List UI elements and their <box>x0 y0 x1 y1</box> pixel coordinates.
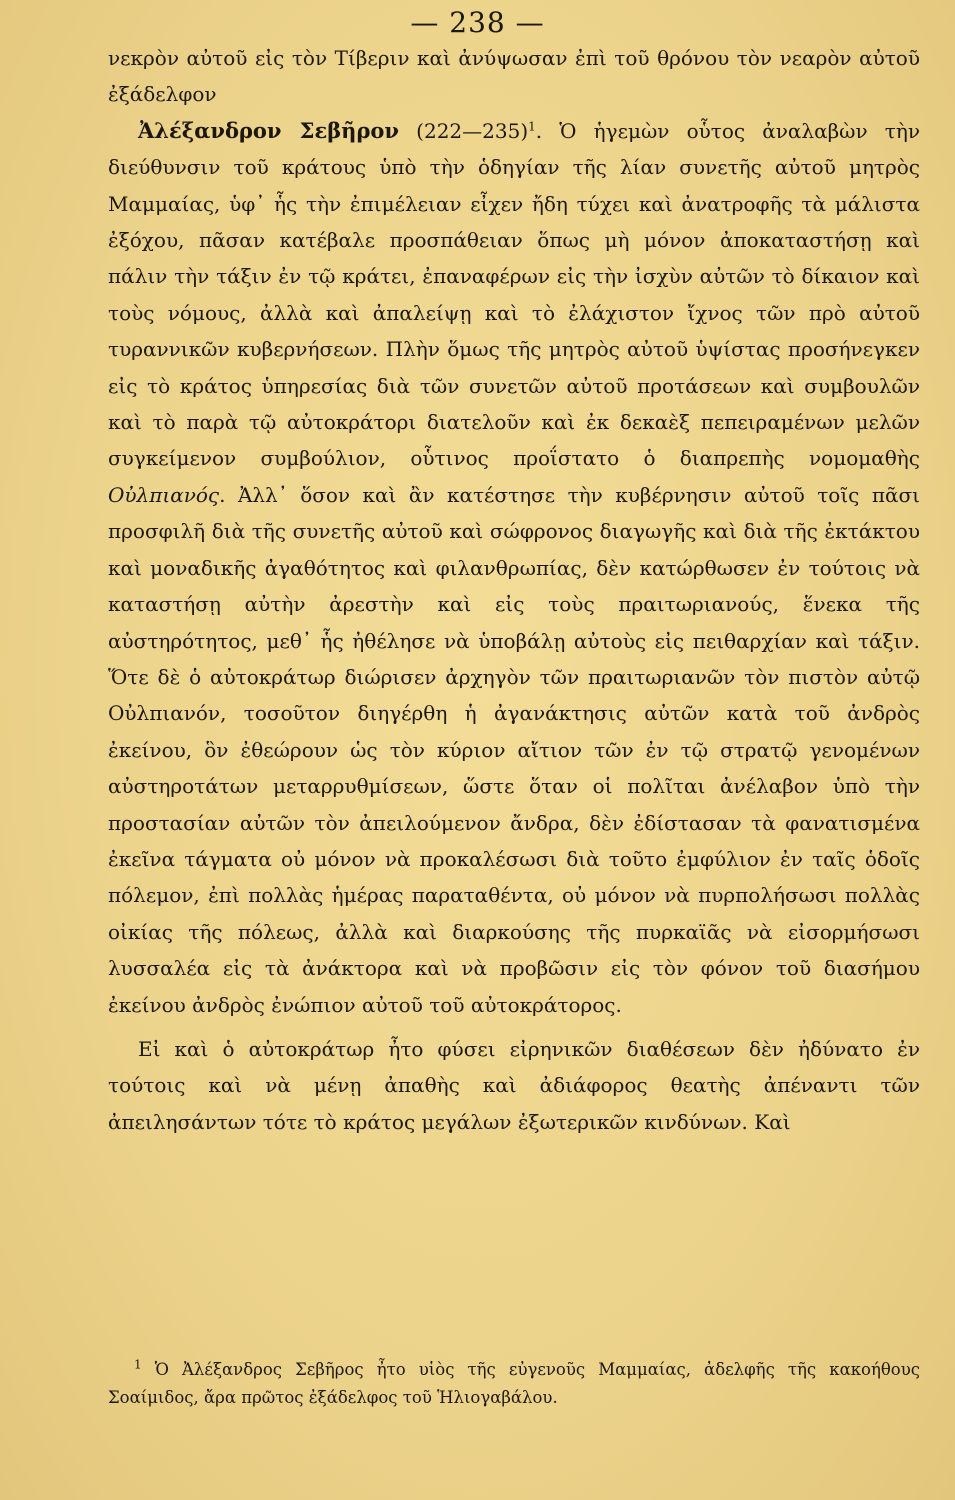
footnote-reference[interactable]: 1 <box>528 119 536 134</box>
footnote <box>108 1356 920 1412</box>
paragraph-1-text: νεκρὸν αὐτοῦ εἰς τὸν Τίβεριν καὶ ἀνύψωσαν ἐπὶ τοῦ θρόνου τὸν νεαρὸν αὐτοῦ ἐξάδελφον <box>108 46 920 107</box>
paragraph-continuation <box>108 40 920 113</box>
emperor-name-heading: Ἀλέξανδρον Σεβῆρον <box>138 117 399 143</box>
footnote-text: Ὁ Ἀλέξανδρος Σεβῆρος ἦτο υἱὸς τῆς εὐγενοῦς Μαμμαίας, ἀδελφῆς τῆς κακοήθους Σοαίμιδος, ἄρα πρῶτος ἐξάδελφος τοῦ Ἡλιογαβάλου. <box>108 1360 920 1407</box>
footnote-mark: 1 <box>134 1357 142 1372</box>
paragraph-2-text-b: . Ἀλλ᾽ ὅσον καὶ ἂν κατέστησε τὴν κυβέρνησιν αὐτοῦ τοῖς πᾶσι προσφιλῆ διὰ τῆς συνετῆς αὐτοῦ καὶ σώφρονος διαγωγῆς καὶ διὰ τῆς ἐκτάκτου καὶ μοναδικῆς ἀγαθότητος καὶ φιλανθρωπίας, δὲν κατώρθωσεν ἐν τούτοις νὰ καταστήσῃ αὐτὴν ἀρεστὴν καὶ εἰς τοὺς πραιτωριανούς, ἕνεκα τῆς αὐστηρότητος, μεθ᾽ ἧς ἠθέλησε νὰ ὑποβάλῃ αὐτοὺς εἰς πειθαρχίαν καὶ τάξιν. Ὅτε δὲ ὁ αὐτοκράτωρ διώρισεν ἀρχηγὸν τῶν πραιτωριανῶν τὸν πιστὸν αὐτῷ Οὐλπιανόν, τοσοῦτον διηγέρθη ἡ ἀγανάκτησις αὐτῶν κατὰ τοῦ ἀνδρὸς ἐκείνου, ὃν ἐθεώρουν ὡς τὸν κύριον αἴτιον τῶν ἐν τῷ στρατῷ γενομένων αὐστηροτάτων μεταρρυθμίσεων, ὥστε ὅταν οἱ πολῖται ἀνέλαβον ὑπὸ τὴν προστασίαν αὐτῶν τὸν ἀπειλούμενον ἄνδρα, δὲν ἐδίστασαν τὰ φανατισμένα ἐκεῖνα τάγματα οὐ μόνον νὰ προκαλέσωσι διὰ τοῦτο ἐμφύλιον ἐν ταῖς ὁδοῖς πόλεμον, ἐπὶ πολλὰς ἡμέρας παραταθέντα, οὐ μόνον νὰ πυρπολήσωσι πολλὰς οἰκίας τῆς πόλεως, ἀλλὰ καὶ διαρκούσης τῆς πυρκαϊᾶς νὰ εἰσορμήσωσι λυσσαλέα εἰς τὰ ἀνάκτορα καὶ νὰ προβῶσιν εἰς τὸν φόνον τοῦ διασήμου ἐκείνου ἀνδρὸς ἐνώπιον αὐτοῦ τοῦ αὐτοκράτορος. <box>108 482 920 1017</box>
ulpianus-italic-name: Οὐλπιανός <box>108 482 220 507</box>
page-number: — 238 — <box>410 6 545 39</box>
paragraph-2-text-a: . Ὁ ἡγεμὼν οὗτος ἀναλαβὼν τὴν διεύθυνσιν τοῦ κράτους ὑπὸ τὴν ὁδηγίαν τῆς λίαν συνετῆς αὐτοῦ μητρὸς Μαμμαίας, ὑφ᾽ ἧς τὴν ἐπιμέλειαν εἶχεν ἤδη τύχει καὶ ἀνατροφῆς τὰ μάλιστα ἐξόχου, πᾶσαν κατέβαλε προσπάθειαν ὅπως μὴ μόνον ἀποκαταστήσῃ καὶ πάλιν τὴν τάξιν ἐν τῷ κράτει, ἐπαναφέρων εἰς τὴν ἰσχὺν αὐτῶν τὸ δίκαιον καὶ τοὺς νόμους, ἀλλὰ καὶ ἀπαλείψῃ καὶ τὸ ἐλάχιστον ἴχνος τῶν πρὸ αὐτοῦ τυραννικῶν κυβερνήσεων. Πλὴν ὅμως τῆς μητρὸς αὐτοῦ ὑψίστας προσήνεγκεν εἰς τὸ κράτος ὑπηρεσίας διὰ τῶν συνετῶν αὐτοῦ προτάσεων καὶ συμβουλῶν καὶ τὸ παρὰ τῷ αὐτοκράτορι διατελοῦν καὶ ἐκ δεκαὲξ πεπειραμένων μελῶν συγκείμενον συμβούλιον, οὗτινος προΐστατο ὁ διαπρεπὴς νομομαθὴς <box>108 118 921 471</box>
main-text <box>108 40 920 1140</box>
reign-years: (222—235) <box>399 118 529 143</box>
paragraph-3-text: Εἰ καὶ ὁ αὐτοκράτωρ ἦτο φύσει εἰρηνικῶν διαθέσεων δὲν ἠδύνατο ἐν τούτοις καὶ νὰ μένῃ ἀπαθὴς καὶ ἀδιάφορος θεατὴς ἀπέναντι τῶν ἀπειλησάντων τότε τὸ κράτος μεγάλων ἐξωτερικῶν κινδύνων. Καὶ <box>108 1036 920 1134</box>
footnote-paragraph <box>108 1356 920 1412</box>
paragraph-alexander-severus <box>108 113 920 1023</box>
paragraph-external-dangers <box>108 1031 920 1140</box>
